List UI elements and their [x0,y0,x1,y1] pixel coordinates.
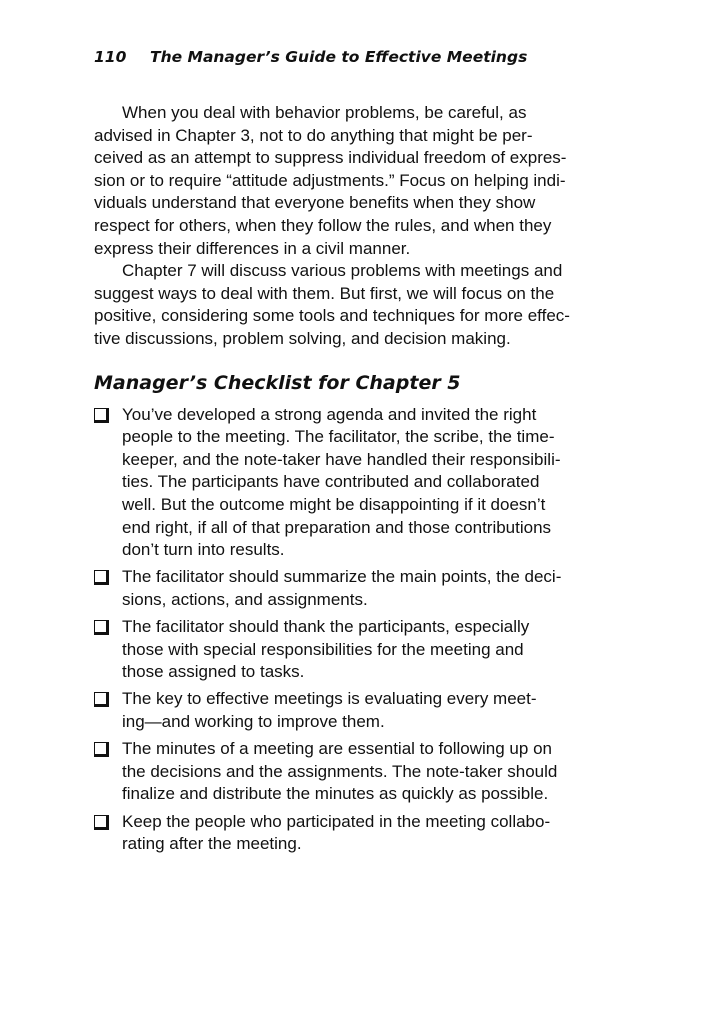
checkbox-icon [94,692,109,707]
checklist-item-text: The facilitator should summarize the main points, the deci- sions, actions, and assignments. [122,567,562,609]
checkbox-icon [94,570,109,585]
book-title: The Manager’s Guide to Effective Meetings [150,48,528,66]
checklist-item-text: The facilitator should thank the participants, especially those with special responsibilities for the meeting and those assigned to tasks. [122,617,530,682]
checklist [94,404,614,856]
checklist-item-text: You’ve developed a strong agenda and invited the right people to the meeting. The facilitator, the scribe, the time- keeper, and the note-taker have handled their responsibili- ties. The participants have contributed and collaborated well. But the outcome might be disappointing if it doesn’t end right, if all of that preparation and those contributions don’t turn into results. [122,404,561,560]
checklist-item-text: The key to effective meetings is evaluating every meet- ing—and working to improve them. [122,689,537,732]
checklist-item [94,616,614,684]
running-head [94,44,614,70]
checklist-item [94,566,614,611]
checklist-item-text: The minutes of a meeting are essential to following up on the decisions and the assignments. The note-taker should finalize and distribute the minutes as quickly as possible. [122,739,558,804]
checklist-item [94,811,614,856]
page-number: 110 [94,48,127,66]
paragraph-behavior-problems: When you deal with behavior problems, be careful, as advised in Chapter 3, not to do anything that might be per- ceived as an attempt to suppress individual freedom of expres- sion or to require “attitude adjustments.” Focus on helping indi- viduals understand that everyone benefits when they show respect for others, when they follow the rules, and when they express their differences in a civil manner. [94,103,567,258]
checkbox-icon [94,408,109,423]
checkbox-icon [94,742,109,757]
checklist-item [94,688,614,733]
checklist-item-text: Keep the people who participated in the meeting collabo- rating after the meeting. [122,811,551,854]
book-page [94,44,614,860]
checklist-item [94,738,614,806]
checkbox-icon [94,620,109,635]
checkbox-icon [94,815,109,830]
checklist-heading: Manager’s Checklist for Chapter 5 [94,371,461,394]
body-text [94,102,614,351]
checklist-item [94,404,614,562]
paragraph-chapter-7-preview: Chapter 7 will discuss various problems with meetings and suggest ways to deal with them. But first, we will focus on the positive, considering some tools and techniques for more effec- tive discussions, problem solving, and decision making. [94,261,570,348]
